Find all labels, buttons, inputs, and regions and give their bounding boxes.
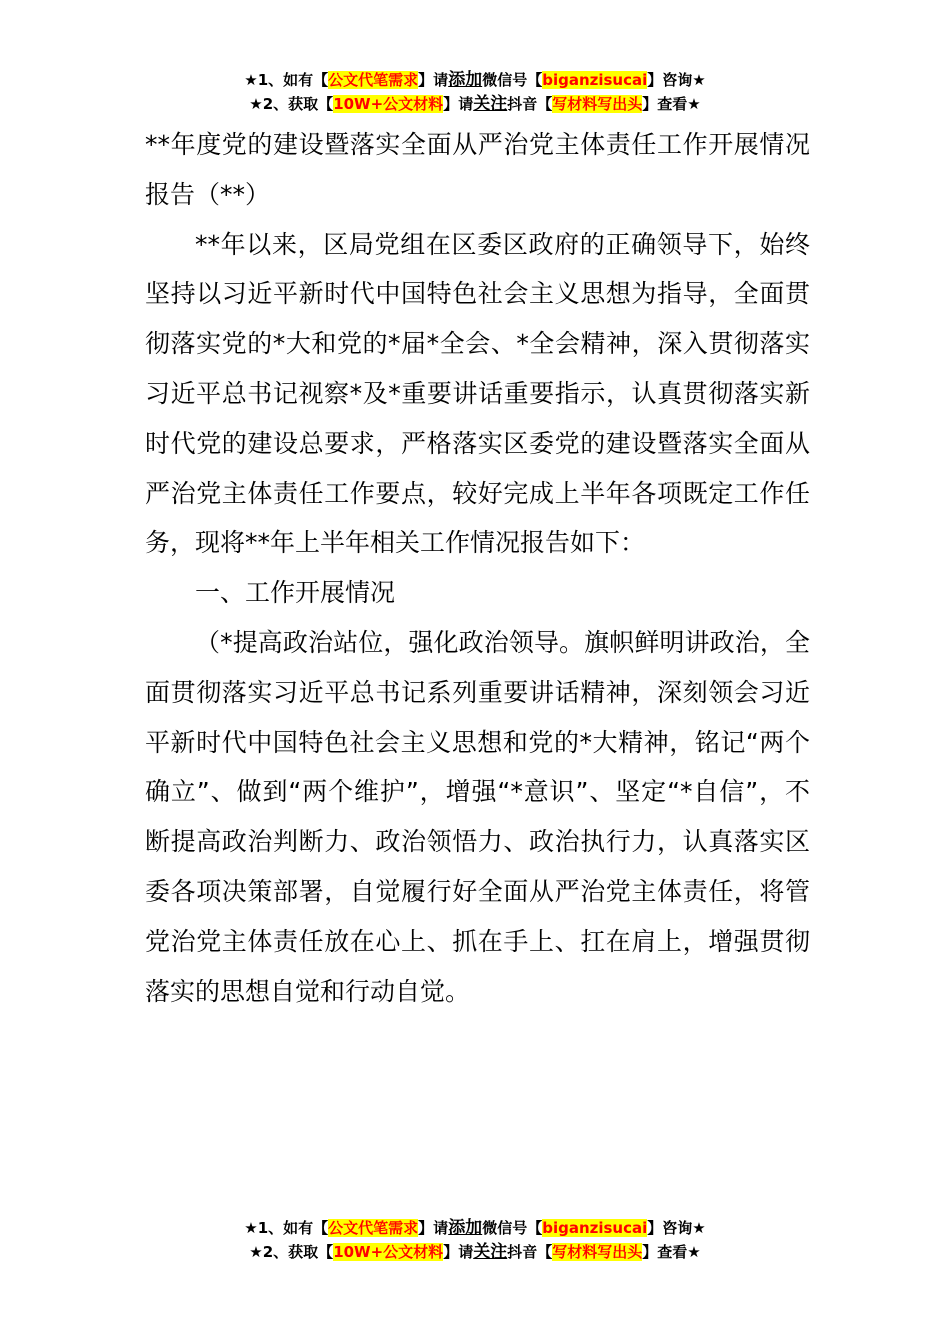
highlight-wechat-id: biganzisucai	[542, 71, 648, 89]
banner-text: 】请	[418, 71, 449, 89]
section-heading: 一、工作开展情况	[195, 578, 396, 608]
banner-text: 】请	[443, 1243, 474, 1261]
underlined-text: 关注	[473, 94, 508, 114]
banner-text: 】查看★	[642, 1243, 701, 1261]
footer-banner	[0, 1216, 950, 1264]
banner-text: ★2、获取【	[249, 1243, 334, 1261]
banner-line-2	[0, 1240, 950, 1264]
banner-text: ★1、如有【	[244, 71, 329, 89]
underlined-text: 添加	[448, 70, 483, 90]
highlight-wechat-id: biganzisucai	[542, 1219, 648, 1237]
body-paragraph: （*提高政治站位，强化政治领导。旗帜鲜明讲政治，全面贯彻落实习近平总书记系列重要讲话精神，深刻领会习近平新时代中国特色社会主义思想和党的*大精神，铭记“两个确立”、做到“两个维护”，增强“*意识”、坚定“*自信”，不断提高政治判断力、政治领悟力、政治执行力，认真落实区委各项决策部署，自觉履行好全面从严治党主体责任，将管党治党主体责任放在心上、抓在手上、扛在肩上，增强贯彻落实的思想自觉和行动自觉。	[145, 627, 810, 1006]
highlight-materials: 10W+公文材料	[333, 95, 444, 113]
header-banner	[0, 68, 950, 116]
intro-paragraph: **年以来，区局党组在区委区政府的正确领导下，始终坚持以习近平新时代中国特色社会主义思想为指导，全面贯彻落实党的*大和党的*届*全会、*全会精神，深入贯彻落实习近平总书记视察*及*重要讲话重要指示，认真贯彻落实新时代党的建设总要求，严格落实区委党的建设暨落实全面从严治党主体责任工作要点，较好完成上半年各项既定工作任务，现将**年上半年相关工作情况报告如下：	[145, 229, 810, 558]
banner-text: 抖音【	[507, 1243, 553, 1261]
highlight-materials: 10W+公文材料	[333, 1243, 444, 1261]
banner-text: ★2、获取【	[249, 95, 334, 113]
banner-text: 】请	[443, 95, 474, 113]
document-body	[145, 120, 810, 1016]
banner-line-1	[0, 1216, 950, 1240]
banner-text: 】查看★	[642, 95, 701, 113]
banner-text: ★1、如有【	[244, 1219, 329, 1237]
banner-text: 】咨询★	[647, 1219, 706, 1237]
underlined-text: 添加	[448, 1218, 483, 1238]
banner-text: 微信号【	[482, 71, 543, 89]
banner-text: 】咨询★	[647, 71, 706, 89]
highlight-service: 公文代笔需求	[328, 71, 419, 89]
highlight-douyin-account: 写材料写出头	[552, 95, 643, 113]
banner-text: 】请	[418, 1219, 449, 1237]
highlight-service: 公文代笔需求	[328, 1219, 419, 1237]
banner-line-2	[0, 92, 950, 116]
banner-text: 微信号【	[482, 1219, 543, 1237]
banner-text: 抖音【	[507, 95, 553, 113]
banner-line-1	[0, 68, 950, 92]
underlined-text: 关注	[473, 1242, 508, 1262]
document-title: **年度党的建设暨落实全面从严治党主体责任工作开展情况报告（**）	[145, 130, 810, 209]
highlight-douyin-account: 写材料写出头	[552, 1243, 643, 1261]
